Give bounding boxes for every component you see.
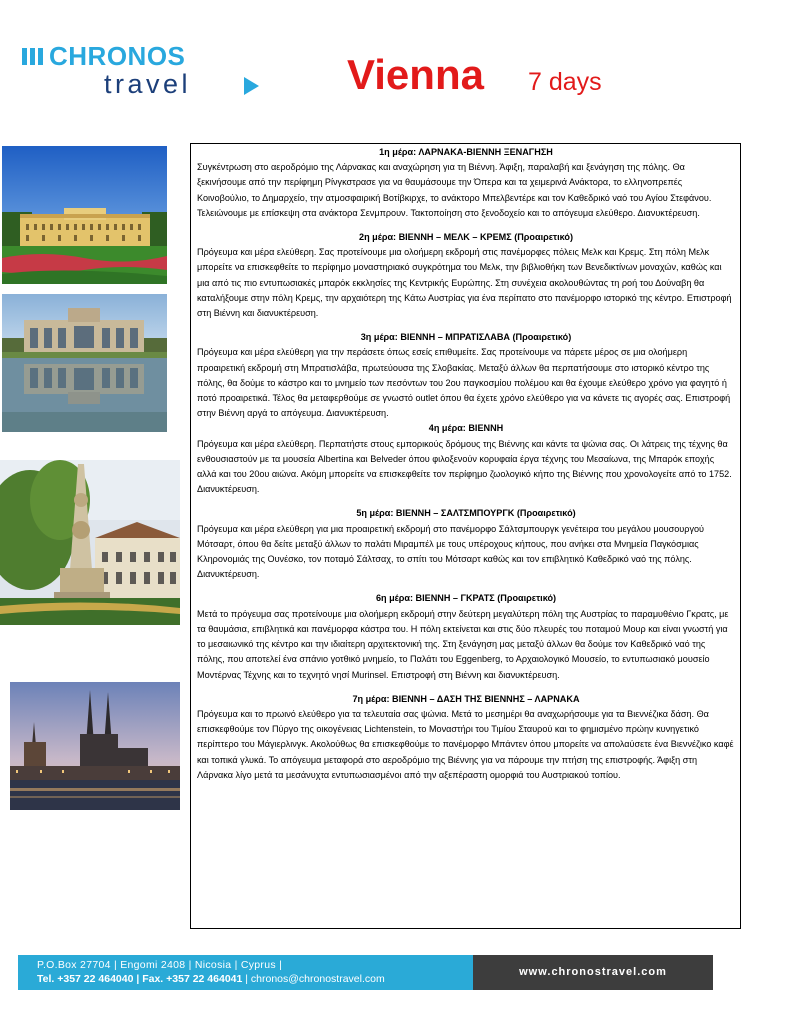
day-3-text: Πρόγευμα και μέρα ελεύθερη για την περάσετε όπως εσείς επιθυμείτε. Σας προτείνουμε να πάρετε μέρος σε μια ολοήμερη προαιρετική εκδρομή στη Μπρατισλάβα, πρωτεύουσα της Σλοβακίας. Μεταξύ άλλων θα περπατήσουμε στο ιστορικό κέντρο της πόλης, θα δούμε το κάστρο και το μνημείο των πεσόντων του 2ου παγκοσμίου πολέμου και θα έχουμε ελεύθερο χρόνο για φαγητό ή ποτό προαιρετικά. Τέλος θα μεταφερθούμε σε γνωστό outlet όπου θα έχετε χρόνο ελεύθερο για να κάνετε τις αγορές σας. Επιστροφή στην Βιέννη αργά το απόγευμα. Διανυκτέρευση.: [197, 347, 731, 419]
day-2-text: Πρόγευμα και μέρα ελεύθερη. Σας προτείνουμε μια ολοήμερη εκδρομή στις πανέμορφες πόλεις Μελκ και Κρεμς. Στη πόλη Μελκ μπορείτε να επισκεφθείτε το περίφημο μοναστηριακό συγκρότημα του Μελκ, την βιβλιοθήκη των Βενεδικτίνων μοναχών, καθώς και μια από τις πιο εντυπωσιακές μπαρόκ εκκλησίες της Κεντρικής Ευρώπης. Στη συνέχεια ακολουθώντας τη ροή του Δούναβη θα καταλήξουμε στην πόλη Κρεμς, την αρχαιότερη της Κάτω Αυστρίας για ένα περίπατο στο πανέμορφο ιστορικό της κέντρο. Επιστροφή στη Βιέννη και διανυκτέρευση.: [197, 247, 732, 319]
footer-tel: Tel. +357 22 464040: [37, 973, 134, 985]
day-1: [197, 145, 735, 221]
footer-contact-bar: [18, 955, 473, 990]
day-6: [197, 591, 735, 682]
day-1-text: Συγκέντρωση στο αεροδρόμιο της Λάρνακας και αναχώρηση για τη Βιέννη. Άφιξη, παραλαβή και ξενάγηση της πόλης. Θα ξεκινήσουμε από την περίφημη Ρίνγκστρασε για να θαυμάσουμε την Όπερα και τα χειμερινά Ανάκτορα, το ελληνοπρεπές Κοινοβούλιο, το Δημαρχείο, την ατμοσφαιρική Βοτίβκιρχε, το ανάκτορο Μπελβεντέρε και τον Καθεδρικό ναό του Αγίου Στεφάνου. Τελειώνουμε με επίσκεψη στα ανάκτορα Σενμπρουν. Τακτοποίηση στο ξενοδοχείο και το απόγευμα ελεύθερο. Διανυκτέρευση.: [197, 162, 712, 218]
footer-email[interactable]: | chronos@chronostravel.com: [245, 973, 385, 985]
day-4-heading: 4η μέρα: ΒΙΕΝΝΗ: [428, 423, 504, 434]
logo-bars-icon: [22, 48, 43, 65]
cologne-cathedral-photo: [10, 682, 180, 810]
day-2-heading: 2η μέρα: ΒΙΕΝΝΗ – ΜΕΛΚ – ΚΡΕΜΣ (Προαιρετικό): [359, 232, 573, 243]
day-4: [197, 421, 735, 497]
plague-column-photo: [0, 460, 180, 625]
day-1-heading: 1η μέρα: ΛΑΡΝΑΚΑ-ΒΙΕΝΝΗ ΞΕΝΑΓΗΣΗ: [379, 147, 553, 157]
day-6-heading: 6η μέρα: ΒΙΕΝΝΗ – ΓΚΡΑΤΣ (Προαιρετικό): [375, 593, 557, 604]
day-5-heading: 5η μέρα: ΒΙΕΝΝΗ – ΣΑΛΤΣΜΠΟΥΡΓΚ (Προαιρετικό): [356, 508, 576, 519]
footer-website[interactable]: www.chronostravel.com: [473, 955, 713, 990]
gloriette-photo: [2, 294, 167, 432]
footer-fax: | Fax. +357 22 464041: [136, 973, 243, 985]
day-7-heading: 7η μέρα: ΒΙΕΝΝΗ – ΔΑΣΗ ΤΗΣ ΒΙΕΝΝΗΣ – ΛΑΡΝΑΚΑ: [352, 693, 580, 704]
day-3-heading: 3η μέρα: ΒΙΕΝΝΗ – ΜΠΡΑΤΙΣΛΑΒΑ (Προαιρετικό): [360, 332, 572, 343]
day-2: [197, 230, 735, 321]
logo-brand-main: CHRONOS: [49, 41, 186, 71]
page-title-days: 7 days: [528, 68, 602, 96]
page-title-city: Vienna: [347, 51, 484, 98]
day-5-text: Πρόγευμα και μέρα ελεύθερη για μια προαιρετική εκδρομή στο πανέμορφο Σάλτσμπουργκ γενέτειρα του μεγάλου μουσουργού Μότσαρτ, όπου θα δείτε μεταξύ άλλων το παλάτι Μιραμπέλ με τους υπέροχους κήπους, που ανήκει στα Μνημεία Παγκόσμιας Κληρονομιάς της Ουνέσκο, τον ποταμό Σάλτσαχ, το σπίτι του Μότσαρτ καθώς και τον επιβλητικό Καθεδρικό ναό της πόλης. Διανυκτέρευση.: [197, 523, 705, 580]
chronos-travel-logo: [22, 41, 252, 99]
day-6-text: Μετά το πρόγευμα σας προτείνουμε μια ολοήμερη εκδρομή στην δεύτερη μεγαλύτερη πόλη της Αυστρίας το παραμυθένιο Γκρατς, με τα θαυμάσια, επιβλητικά και πανέμορφα κάστρα του. Η πόλη εκτείνεται και στις δύο πλευρές του ποταμού Μουρ και είναι γνωστή για το μεσαιωνικό της κέντρο και την ιδιαίτερη αρχιτεκτονική της. Στη ξενάγηση μας μεταξύ άλλων θα δούμε τον Καθεδρικό ναό της πόλης, που αποτελεί ένα σπάνιο γοτθικό μνημείο, το Παλάτι του Eggenberg, το Αρχαιολογικό Μουσείο, το εντυπωσιακό μουσείο Μοντέρνας Τέχνης και το τεχνητό νησί Murinsel. Επιστροφή στη Βιέννη και διανυκτέρευση.: [197, 608, 729, 680]
day-7: [197, 692, 735, 783]
logo-brand-sub: travel: [104, 69, 192, 99]
day-4-text: Πρόγευμα και μέρα ελεύθερη. Περπατήστε στους εμπορικούς δρόμους της Βιέννης και κάντε τα ψώνια σας. Οι λάτρεις της τέχνης θα ενθουσιαστούν με τα μουσεία Albertina και Belveder όπου φιλοξενούν κορυφαία έργα τέχνης του Μεσαίωνα, της Μπαρόκ εποχής αλλά και του 20ου αιώνα. Ακόμη μπορείτε να επισκεφθείτε τον περίφημο ζωολογικό κήπο της Βιέννης που χρονολογείτε από το 1752. Διανυκτέρευση.: [197, 438, 732, 495]
itinerary-box: [190, 143, 741, 929]
play-arrow-icon: [244, 77, 259, 95]
day-7-text: Πρόγευμα και το πρωινό ελεύθερο για τα τελευταία σας ψώνια. Μετά το μεσημέρι θα αναχωρήσουμε για τα Βιεννέζικα δάση. Θα επισκεφθούμε τον Πύργο της οικογένειας Lichtenstein, το Μοναστήρι του Τιμίου Σταυρού και το φημισμένο πρώην κυνηγετικό περίπτερο του Μάγιερλινγκ. Ακολούθως θα επισκεφθούμε το πανέμορφο Μπάντεν όπου μπορείτε να απολαύσετε ένα Βιεννέζικο καφέ και τοπικά γλυκά. Το απόγευμα μεταφορά στο αεροδρόμιο της Βιέννης για να πάρουμε την πτήση της επιστροφής. Άφιξη στη Λάρνακα λίγο μετά τα μεσάνυχτα εντυπωσιασμένοι από την αξεπέραστη ομορφιά του Αυστριακού τοπίου.: [197, 708, 734, 780]
day-3: [197, 330, 735, 421]
day-5: [197, 506, 735, 582]
footer-phone-line: [37, 972, 473, 986]
schonbrunn-palace-photo: [2, 146, 167, 284]
footer-address: P.O.Box 27704 | Engomi 2408 | Nicosia | Cyprus |: [37, 959, 283, 971]
